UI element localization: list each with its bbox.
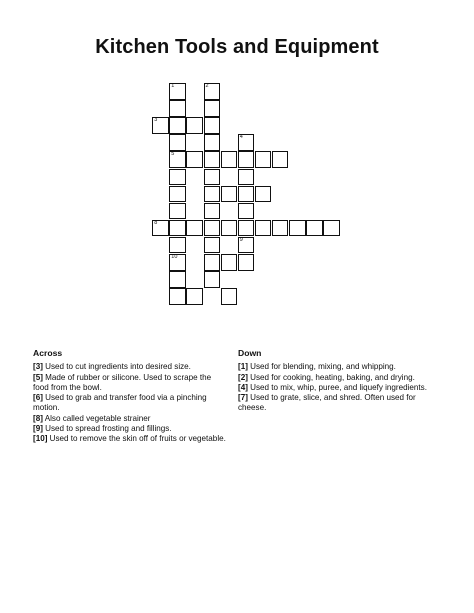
puzzle-title: Kitchen Tools and Equipment [95,36,379,58]
grid-cell[interactable] [204,83,221,100]
grid-cell[interactable] [204,117,221,134]
grid-cell[interactable] [238,254,255,271]
clue-number: [5] [33,372,43,382]
grid-cell[interactable] [289,220,306,237]
grid-cell[interactable] [204,151,221,168]
grid-cell[interactable] [169,151,186,168]
clue-text: Also called vegetable strainer [44,413,151,423]
clue-down-4 [238,383,443,393]
clue-number: [7] [238,393,248,403]
grid-cell[interactable] [221,254,238,271]
clue-number-label: 4 [239,134,243,141]
clue-number: [4] [238,382,248,392]
grid-cell[interactable] [323,220,340,237]
grid-cell[interactable] [169,220,186,237]
grid-cell[interactable] [169,100,186,117]
grid-cell[interactable] [169,169,186,186]
grid-cell[interactable] [186,151,203,168]
grid-cell[interactable] [204,254,221,271]
clue-text: Made of rubber or silicone. Used to scrape the food from the bowl. [33,372,212,392]
grid-cell[interactable] [272,220,289,237]
clue-number-label: 3 [154,117,158,124]
clue-text: Used for blending, mixing, and whipping. [250,362,396,372]
grid-cell[interactable] [204,186,221,203]
grid-cell[interactable] [204,203,221,220]
clue-number-label: 5 [171,151,175,158]
clue-number-label: 10 [171,254,178,260]
grid-cell[interactable] [169,83,186,100]
clue-number-label: 9 [239,236,243,243]
grid-cell[interactable] [255,220,272,237]
grid-cell[interactable] [306,220,323,237]
grid-cell[interactable] [169,186,186,203]
clue-down-2 [238,373,443,383]
grid-cell[interactable] [238,220,255,237]
grid-cell[interactable] [169,237,186,254]
grid-cell[interactable] [221,186,238,203]
grid-cell[interactable] [238,151,255,168]
clue-across-8 [33,414,228,424]
clue-number: [1] [238,362,248,372]
clue-number-label: 8 [154,219,158,226]
clue-text: Used to grab and transfer food via a pinching motion. [33,393,207,413]
grid-cell[interactable] [272,151,289,168]
grid-cell[interactable] [169,271,186,288]
grid-cell[interactable] [169,203,186,220]
clue-number-label: 2 [205,83,209,89]
clue-across-5 [33,373,228,394]
grid-cell[interactable] [204,100,221,117]
grid-cell[interactable] [204,220,221,237]
clue-number: [10] [33,434,48,444]
grid-cell[interactable] [238,169,255,186]
clue-number-label: 1 [171,83,175,89]
clue-number: [9] [33,424,43,434]
clue-text: Used to remove the skin off of fruits or vegetable. [49,434,226,444]
down-clues [238,348,443,414]
grid-cell[interactable] [255,186,272,203]
grid-cell[interactable] [221,220,238,237]
grid-cell[interactable] [204,134,221,151]
clue-text: Used to spread frosting and fillings. [45,424,172,434]
grid-cell[interactable] [152,220,169,237]
across-clues [33,348,228,445]
grid-cell[interactable] [238,203,255,220]
grid-cell[interactable] [238,186,255,203]
clue-text: Used to mix, whip, puree, and liquefy ingredients. [250,382,427,392]
grid-cell[interactable] [169,288,186,305]
grid-cell[interactable] [221,151,238,168]
clue-number: [2] [238,372,248,382]
grid-cell[interactable] [238,237,255,254]
down-heading: Down [238,348,262,358]
grid-cell[interactable] [186,288,203,305]
clue-number: [8] [33,413,43,423]
clue-across-6 [33,393,228,414]
grid-cell[interactable] [255,151,272,168]
grid-cell[interactable] [186,117,203,134]
clue-down-7 [238,393,443,414]
clue-number: [6] [33,393,43,403]
clue-text: Used to cut ingredients into desired size. [45,362,191,372]
grid-cell[interactable] [204,271,221,288]
grid-cell[interactable] [186,220,203,237]
grid-cell[interactable] [221,288,238,305]
grid-cell[interactable] [204,237,221,254]
clue-across-3 [33,362,228,372]
clue-across-10 [33,434,228,444]
clue-down-1 [238,362,443,372]
grid-cell[interactable] [238,134,255,151]
grid-cell[interactable] [169,134,186,151]
clue-text: Used for cooking, heating, baking, and drying. [250,372,415,382]
clue-number: [3] [33,362,43,372]
clue-text: Used to grate, slice, and shred. Often used for cheese. [238,393,416,413]
grid-cell[interactable] [169,117,186,134]
grid-cell[interactable] [152,117,169,134]
grid-cell[interactable] [204,169,221,186]
clue-across-9 [33,424,228,434]
grid-cell[interactable] [169,254,186,271]
across-heading: Across [33,348,63,358]
